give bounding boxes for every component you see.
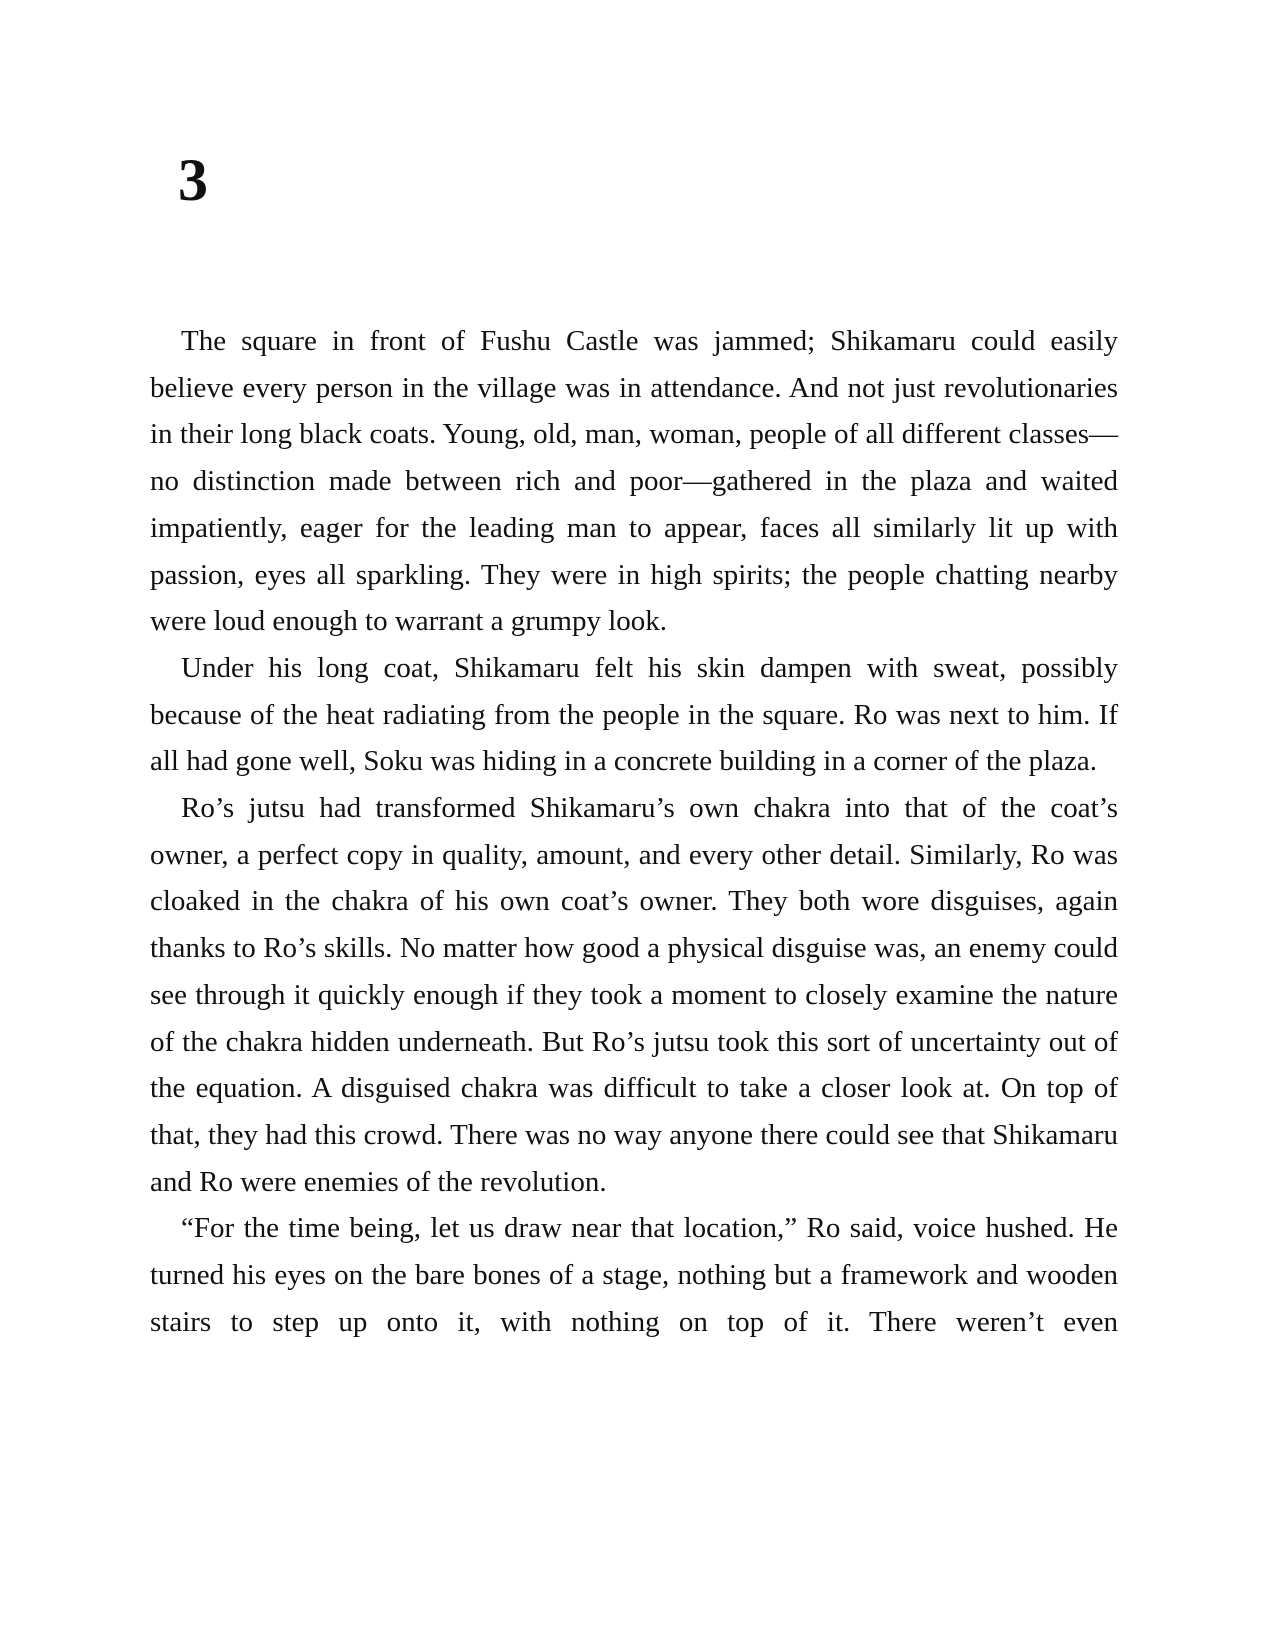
paragraph: Ro’s jutsu had transformed Shikamaru’s own chakra into that of the coat’s owner, a perfect copy in quality, amount, and every other detail. Similarly, Ro was cloaked in the chakra of his own coat’s owner. They both wore disguises, again thanks to Ro’s skills. No matter how good a physical disguise was, an enemy could see through it quickly enough if they took a moment to closely examine the nature of the chakra hidden underneath. But Ro’s jutsu took this sort of uncertainty out of the equation. A disguised chakra was difficult to take a closer look at. On top of that, they had this crowd. There was no way anyone there could see that Shikamaru and Ro were enemies of the revolution. (150, 792, 1118, 1198)
chapter-number: 3 (178, 147, 208, 213)
paragraph: Under his long coat, Shikamaru felt his skin dampen with sweat, possibly because of the heat radiating from the people in the square. Ro was next to him. If all had gone well, Soku was hiding in a concrete building in a corner of the plaza. (150, 651, 1118, 778)
paragraph: The square in front of Fushu Castle was jammed; Shikamaru could easily believe every person in the village was in attendance. And not just revolutionaries in their long black coats. Young, old, man, woman, people of all different classes—no distinction made between rich and poor—gathered in the plaza and waited impatiently, eager for the leading man to appear, faces all similarly lit up with passion, eyes all sparkling. They were in high spirits; the people chatting nearby were loud enough to warrant a grumpy look. (150, 325, 1118, 638)
paragraph: “For the time being, let us draw near that location,” Ro said, voice hushed. He turned his eyes on the bare bones of a stage, nothing but a framework and wooden stairs to step up onto it, with nothing on top of it. There weren’t even (150, 1212, 1118, 1338)
chapter-body (150, 318, 1118, 1345)
